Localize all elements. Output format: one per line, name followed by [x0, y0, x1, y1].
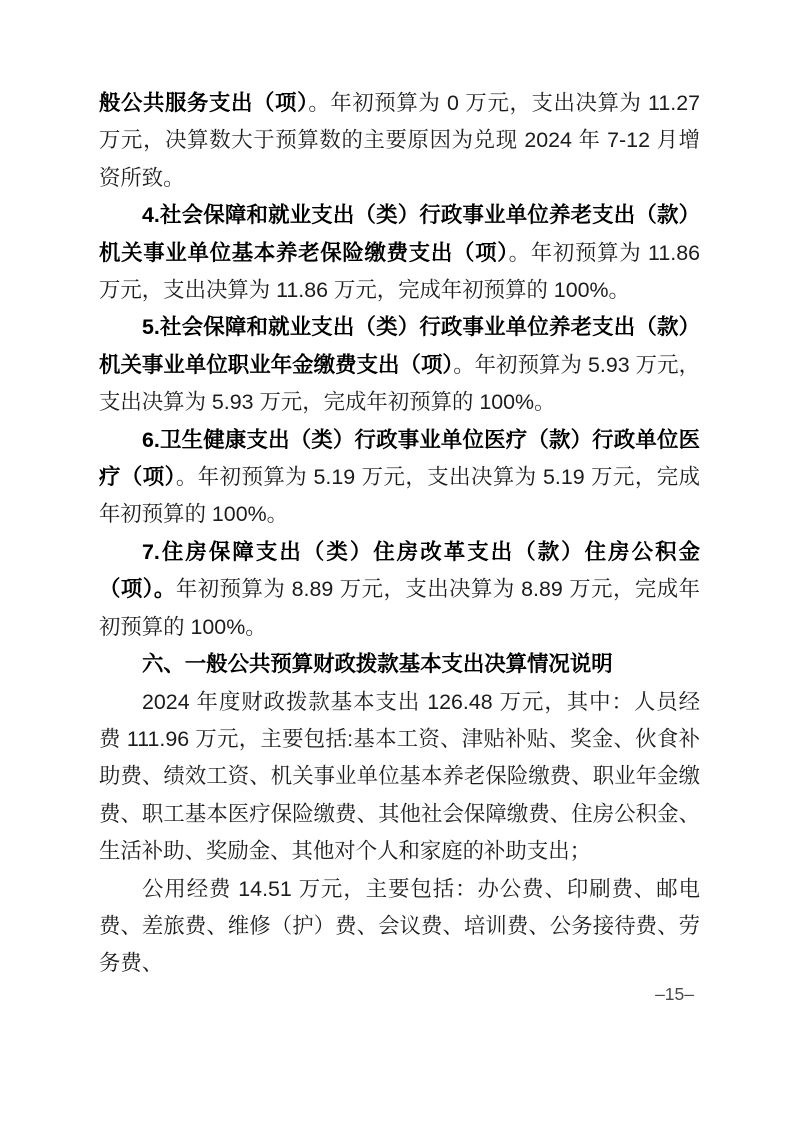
text-run: 。年初预算为 11.86 万元，支出决算为 11.86 万元，完成年初预算的 100%。 — [99, 240, 700, 303]
bold-text-run: 般公共服务支出（项） — [99, 91, 309, 115]
text-run: 。年初预算为 0 万元，支出决算为 11.27 万元，决算数大于预算数的主要原因为兑现 2024 年 7-12 月增资所致。 — [99, 91, 700, 190]
text-run: 公用经费 14.51 万元，主要包括：办公费、印刷费、邮电费、差旅费、维修（护）费、会议费、培训费、公务接待费、劳务费、 — [99, 876, 700, 976]
body-paragraph — [99, 197, 700, 309]
bold-text-run: 5.社会保障和就业支出（类）行政事业单位养老支出（款）机关事业单位职业年金缴费支出（项） — [99, 315, 700, 377]
text-run: 2024 年度财政拨款基本支出 126.48 万元，其中：人员经费 111.96 万元，主要包括:基本工资、津贴补贴、奖金、伙食补助费、绩效工资、机关事业单位基本养老保险缴费、职业年金缴费、职工基本医疗保险缴费、其他社会保障缴费、住房公积金、生活补助、奖励金、其他对个人和家庭的补助支出； — [99, 689, 700, 864]
text-run: 年初预算为 8.89 万元，支出决算为 8.89 万元，完成年初预算的 100%。 — [99, 577, 700, 639]
section-heading — [99, 646, 700, 683]
document-body — [99, 85, 700, 983]
bold-text-run: 7.住房保障支出（类）住房改革支出（款）住房公积金（项）。 — [99, 539, 700, 602]
body-paragraph — [99, 85, 700, 197]
body-paragraph — [99, 871, 700, 983]
bold-text-run: 六、一般公共预算财政拨款基本支出决算情况说明 — [142, 652, 613, 677]
text-run: 。年初预算为 5.93 万元，支出决算为 5.93 万元，完成年初预算的 100%。 — [99, 352, 700, 415]
body-paragraph — [99, 422, 700, 534]
text-run: 。年初预算为 5.19 万元，支出决算为 5.19 万元，完成年初预算的 100%。 — [99, 465, 700, 527]
body-paragraph — [99, 684, 700, 871]
body-paragraph — [99, 534, 700, 646]
bold-text-run: 6.卫生健康支出（类）行政事业单位医疗（款）行政单位医疗（项） — [99, 427, 700, 490]
page-number: –15– — [655, 984, 694, 1004]
body-paragraph — [99, 309, 700, 421]
bold-text-run: 4.社会保障和就业支出（类）行政事业单位养老支出（款）机关事业单位基本养老保险缴费支出（项） — [99, 203, 700, 265]
